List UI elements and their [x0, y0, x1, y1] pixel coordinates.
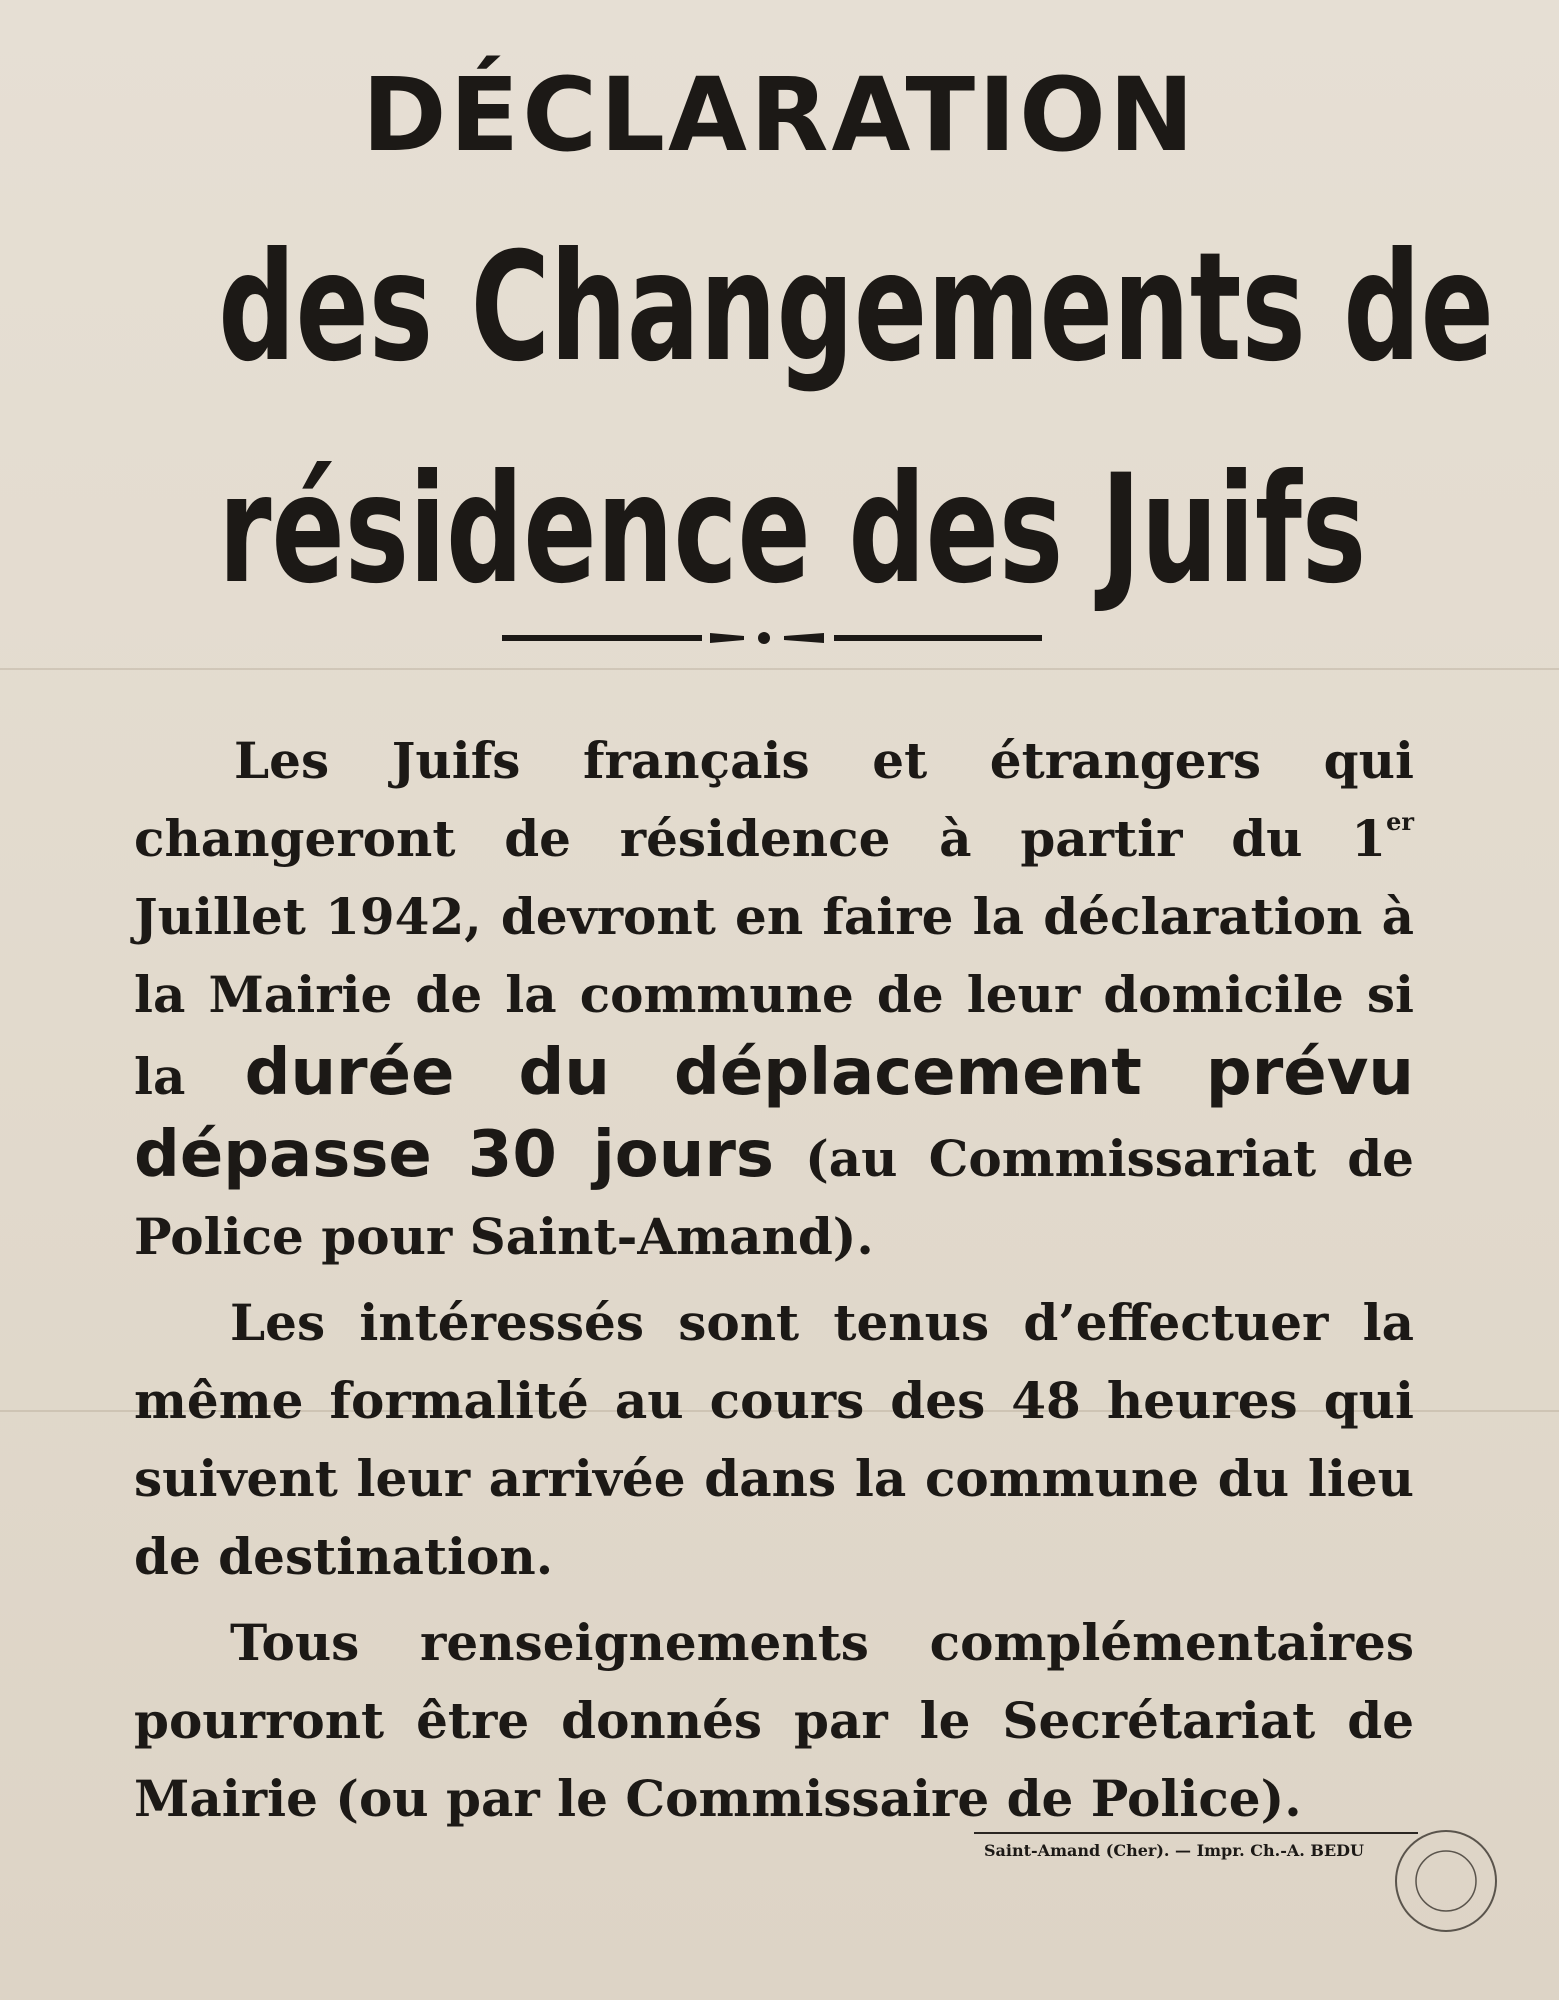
emphasis-text: durée du déplacement prévu dépasse 30 jours: [134, 1036, 1414, 1192]
title-line-2: des Changements de: [218, 221, 1494, 395]
paper-fold: [0, 668, 1559, 670]
paragraph-2: Les intéressés sont tenus d’effectuer la même formalité au cours des 48 heures qui suivent leur arrivée dans la commune du lieu de destination.: [134, 1293, 1414, 1586]
printer-imprint: Saint-Amand (Cher). — Impr. Ch.-A. BEDU: [984, 1841, 1364, 1860]
paragraph-1-text: Les Juifs français et étrangers qui changeront de résidence à partir du 1: [134, 731, 1414, 868]
title-line-3: résidence des Juifs: [218, 443, 1367, 617]
archive-stamp: [1390, 1825, 1502, 1937]
imprint-rule: [974, 1832, 1418, 1834]
title-declaration: DÉCLARATION: [361, 56, 1198, 175]
paragraph-3: Tous renseignements complémentaires pourront être donnés par le Secrétariat de Mairie (ou par le Commissaire de Police).: [134, 1613, 1414, 1828]
body-text: [134, 722, 1414, 1846]
paragraph-1-text-end: (au Commissariat de Police pour Saint-Amand).: [134, 1129, 1414, 1266]
superscript-er: er: [1386, 807, 1414, 836]
ornament-divider: [502, 622, 1042, 652]
paragraph-1: [134, 722, 1414, 1276]
paragraph-1-text-cont: Juillet 1942, devront en faire la déclaration à la Mairie de la commune de leur domicile si la: [134, 887, 1414, 1106]
